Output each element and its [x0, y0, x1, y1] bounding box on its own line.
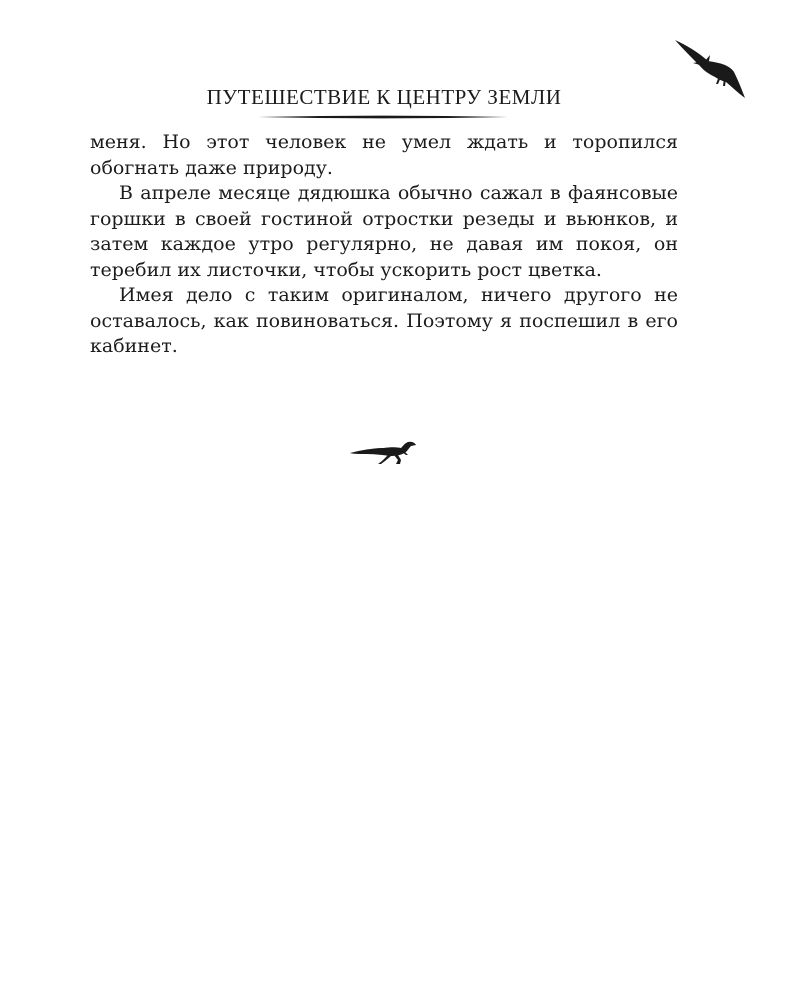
pterodactyl-icon — [672, 38, 748, 102]
paragraph: Имея дело с таким оригиналом, ничего другого не оставалось, как повиноваться. Поэтому я поспешил в его кабинет. — [90, 284, 678, 357]
paragraph: В апреле месяце дядюшка обычно сажал в фаянсовые горшки в своей гостиной отростки резеды и вьюнков, и затем каждое утро регулярно, не давая им покоя, он теребил их листочки, чтобы ускорить рост цветка. — [90, 182, 678, 281]
raptor-dinosaur-icon — [348, 438, 418, 466]
header-rule — [258, 114, 508, 120]
running-head: ПУТЕШЕСТВИЕ К ЦЕНТРУ ЗЕМЛИ — [206, 85, 562, 109]
paragraph: меня. Но этот человек не умел ждать и торопился обогнать даже природу. — [90, 131, 678, 179]
body-text — [90, 130, 678, 360]
